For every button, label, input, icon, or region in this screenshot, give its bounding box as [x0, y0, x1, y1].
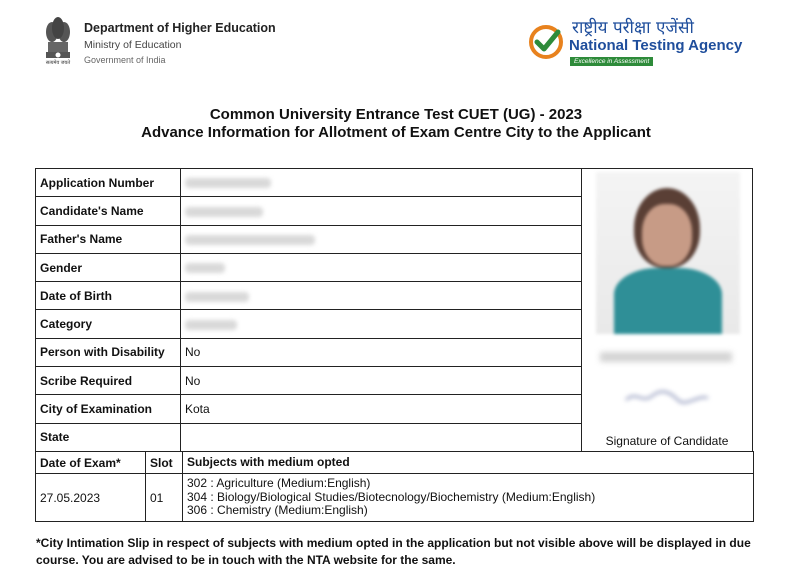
field-value-redacted	[181, 282, 582, 310]
table-row	[36, 282, 582, 310]
subject-item: 306 : Chemistry (Medium:English)	[187, 503, 368, 518]
field-value-redacted	[181, 310, 582, 338]
column-header-date: Date of Exam*	[36, 452, 146, 474]
table-row	[36, 253, 582, 281]
redacted-value	[185, 320, 237, 330]
nta-tagline: Excellence in Assessment	[570, 57, 653, 66]
field-label: Date of Birth	[36, 282, 181, 310]
nta-checkmark-logo-icon	[528, 24, 564, 60]
field-value-redacted	[181, 169, 582, 197]
table-row	[36, 197, 582, 225]
exam-schedule-table	[35, 451, 754, 522]
nta-hindi-name: राष्ट्रीय परीक्षा एजेंसी	[572, 18, 694, 38]
table-row	[36, 474, 754, 522]
field-value-redacted	[181, 225, 582, 253]
table-row	[36, 367, 582, 395]
redacted-value	[185, 178, 271, 188]
ministry-name: Ministry of Education	[84, 39, 182, 51]
photo-body	[614, 268, 722, 334]
exam-slot: 01	[146, 474, 183, 522]
table-row	[36, 225, 582, 253]
field-label: Person with Disability	[36, 338, 181, 366]
column-header-subjects: Subjects with medium opted	[183, 452, 754, 474]
column-header-slot: Slot	[146, 452, 183, 474]
redacted-value	[185, 235, 315, 245]
table-row	[36, 310, 582, 338]
department-name: Department of Higher Education	[84, 21, 276, 35]
table-row	[36, 423, 582, 451]
signature-image	[622, 388, 712, 406]
government-name: Government of India	[84, 55, 166, 65]
document-title	[0, 106, 792, 142]
title-line-2: Advance Information for Allotment of Exam Centre City to the Applicant	[141, 124, 651, 141]
redacted-value	[185, 207, 263, 217]
candidate-photo	[596, 172, 740, 334]
table-row	[36, 338, 582, 366]
nta-english-name: National Testing Agency	[569, 37, 743, 54]
field-value: No	[181, 367, 582, 395]
field-label: Father's Name	[36, 225, 181, 253]
subject-item: 302 : Agriculture (Medium:English)	[187, 476, 371, 491]
applicant-info-table	[35, 168, 582, 452]
field-label: Category	[36, 310, 181, 338]
table-row	[36, 395, 582, 423]
field-value-redacted	[181, 197, 582, 225]
redacted-value	[185, 292, 249, 302]
exam-subjects	[183, 474, 754, 522]
photo-face	[642, 204, 692, 266]
signature-label: Signature of Candidate	[605, 434, 729, 448]
field-label: Scribe Required	[36, 367, 181, 395]
field-value: No	[181, 338, 582, 366]
field-value-redacted	[181, 253, 582, 281]
subject-item: 304 : Biology/Biological Studies/Biotecnology/Biochemistry (Medium:English)	[187, 489, 596, 504]
photo-name-redacted	[600, 352, 732, 362]
field-value	[181, 423, 582, 451]
table-row	[36, 169, 582, 197]
field-label: City of Examination	[36, 395, 181, 423]
table-header-row	[36, 452, 754, 474]
field-label: Candidate's Name	[36, 197, 181, 225]
title-line-1: Common University Entrance Test CUET (UG) - 2023	[209, 106, 583, 123]
field-label: Gender	[36, 253, 181, 281]
redacted-value	[185, 263, 225, 273]
field-label: State	[36, 423, 181, 451]
department-block	[84, 21, 276, 65]
field-label: Application Number	[36, 169, 181, 197]
footnote: *City Intimation Slip in respect of subjects with medium opted in the application but not visible above will be displayed in due course. You are advised to be in touch with the NTA website for the same.	[36, 536, 751, 567]
emblem-caption: सत्यमेव जयते	[45, 60, 71, 66]
exam-date: 27.05.2023	[36, 474, 146, 522]
field-value: Kota	[181, 395, 582, 423]
